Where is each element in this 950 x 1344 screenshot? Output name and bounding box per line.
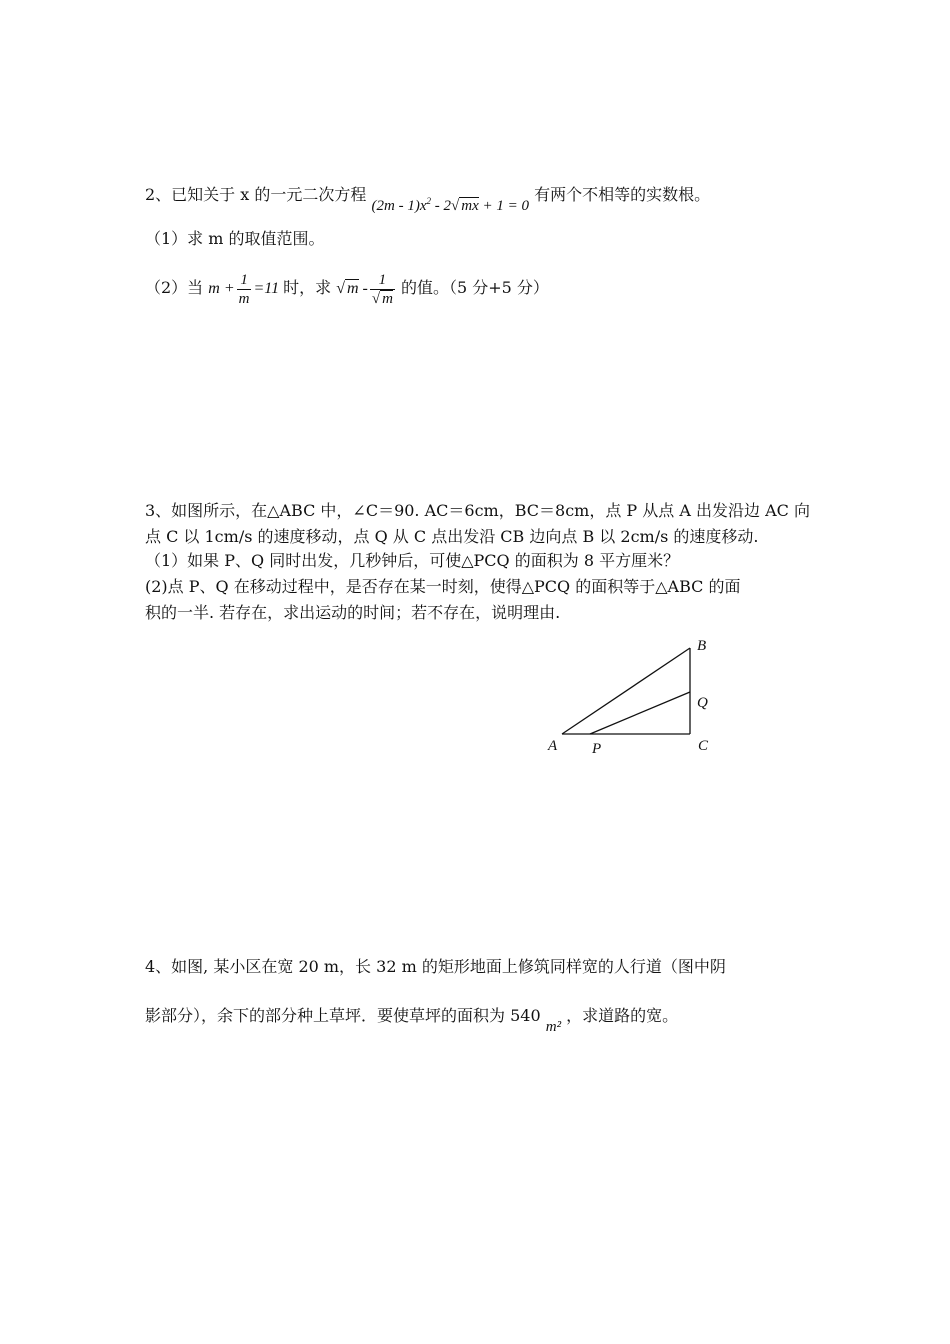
label-b: B <box>697 638 707 654</box>
triangle-figure <box>540 632 740 762</box>
q2-part2 <box>145 268 549 309</box>
q3-line4: (2)点 P、Q 在移动过程中，是否存在某一时刻，使得△PCQ 的面积等于△ABC 的面 <box>145 577 741 596</box>
q3-line3: （1）如果 P、Q 同时出发，几秒钟后，可使△PCQ 的面积为 8 平方厘米？ <box>145 551 680 570</box>
q2-part1-text: （1）求 m 的取值范围。 <box>145 229 325 248</box>
side-ab <box>562 648 690 734</box>
label-p: P <box>592 741 602 757</box>
q2-part2-suffix: 的值。（5 分+5 分） <box>400 278 549 297</box>
q3-line1: 3、如图所示，在△ABC 中，∠C＝90. AC＝6cm，BC＝8cm，点 P 从点 A 出发沿边 AC 向 <box>145 501 810 520</box>
q2-expression: √ m - $\frac{1}{√ m}$ <box>336 271 393 307</box>
q4-line2-suffix: ，求道路的宽。 <box>566 1006 679 1025</box>
q2-condition: m + $\frac{1}{m}$ =11 <box>208 271 284 307</box>
q2-part2-mid: 时，求 <box>283 278 332 297</box>
q4-line2 <box>145 1005 679 1035</box>
q2-intro-end: 有两个不相等的实数根。 <box>534 185 711 204</box>
q2-line1 <box>145 180 711 214</box>
q4-line2-prefix: 影部分），余下的部分种上草坪．要使草坪的面积为 540 <box>145 1006 541 1025</box>
segment-pq <box>590 692 690 734</box>
label-q: Q <box>697 695 708 711</box>
q4-unit: m² <box>545 1019 562 1035</box>
q2-equation: $(2m - 1)x^2 - 2√$ mx + 1 = 0 <box>371 196 529 214</box>
q2-part2-prefix: （2）当 <box>145 278 204 297</box>
q3-line5: 积的一半. 若存在，求出运动的时间；若不存在，说明理由. <box>145 603 561 622</box>
q2-part1 <box>145 228 325 250</box>
q4-line1: 4、如图, 某小区在宽 20 m，长 32 m 的矩形地面上修筑同样宽的人行道（图中阴 <box>145 957 726 976</box>
label-a: A <box>548 738 558 754</box>
q3-line2: 点 C 以 1cm/s 的速度移动，点 Q 从 C 点出发沿 CB 边向点 B 以 2cm/s 的速度移动. <box>145 527 759 546</box>
q2-intro: 2、已知关于 x 的一元二次方程 <box>145 185 367 204</box>
label-c: C <box>698 738 709 754</box>
